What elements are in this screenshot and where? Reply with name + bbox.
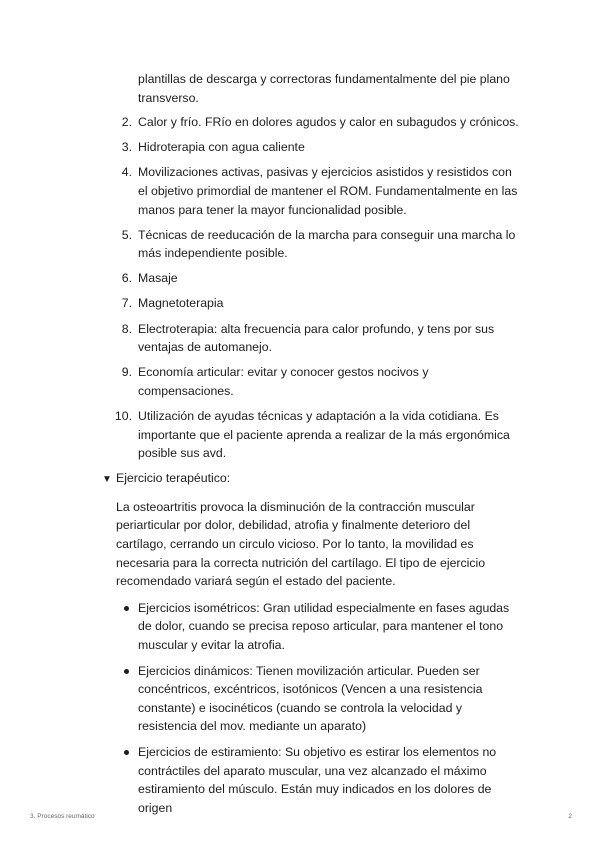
numbered-list-item <box>121 320 523 357</box>
list-item-text: plantillas de descarga y correctoras fundamentalmente del pie plano transverso. <box>138 72 510 105</box>
bullet-icon <box>124 606 129 611</box>
list-item-number: 9. <box>121 365 132 380</box>
list-item-number: 7. <box>121 296 132 311</box>
footer-page-number: 2 <box>568 813 572 820</box>
bullet-list-item <box>138 743 523 817</box>
numbered-list-item <box>121 226 523 263</box>
list-item-text: Hidroterapia con agua caliente <box>138 140 305 155</box>
list-item-text: Magnetoterapia <box>138 296 224 311</box>
list-item-number: 6. <box>121 271 132 286</box>
numbered-list-item <box>121 269 523 288</box>
list-item-text: Ejercicios de estiramiento: Su objetivo es estirar los elementos no contráctiles del aparato muscular, una vez alcanzado el máximo estiramiento del músculo. Están muy indicados en los dolores de origen <box>138 744 497 815</box>
list-item-text: Ejercicios dinámicos: Tienen movilización articular. Pueden ser concéntricos, excéntricos, isotónicos (Vencen a una resistencia constante) e isocinéticos (cuando se controla la velocidad y resistencia del mov. mediante un aparato) <box>138 663 483 734</box>
list-item-number: 5. <box>121 227 132 242</box>
toggle-heading-text: Ejercicio terapéutico: <box>116 471 231 486</box>
list-item-text: Masaje <box>138 271 178 286</box>
numbered-list-item <box>121 163 523 219</box>
list-item-text: Electroterapia: alta frecuencia para calor profundo, y tens por sus ventajas de automanejo. <box>138 321 495 355</box>
numbered-list-item <box>121 294 523 313</box>
numbered-list-item <box>121 113 523 132</box>
list-item-text: Economía articular: evitar y conocer gestos nocivos y compensaciones. <box>138 365 429 398</box>
caret-down-icon[interactable]: ▼ <box>102 474 112 486</box>
list-item-number: 4. <box>121 165 132 180</box>
list-item-number: 8. <box>121 321 132 336</box>
list-item-text: Ejercicios isométricos: Gran utilidad especialmente en fases agudas de dolor, cuando se precisa reposo articular, para mantener el tono muscular y evitar la atrofia. <box>138 600 510 652</box>
body-paragraph: La osteoartritis provoca la disminución de la contracción muscular periarticular por dolor, debilidad, atrofia y finalmente deterioro del cartílago, cerrando un circulo vicioso. Por lo tanto, la movilidad es necesaria para la correcta nutrición del cartílago. El tipo de ejercicio recomendado variará según el estado del paciente. <box>116 499 486 589</box>
list-item-text: Calor y frío. FRío en dolores agudos y calor en subagudos y crónicos. <box>138 115 519 130</box>
list-item-number: 2. <box>121 115 132 130</box>
list-item-text: Utilización de ayudas técnicas y adaptación a la vida cotidiana. Es importante que el paciente aprenda a realizar de la más ergonómica posible sus avd. <box>138 408 510 461</box>
numbered-list-item <box>114 407 523 463</box>
bullet-icon <box>124 669 129 674</box>
list-item-number: 3. <box>121 140 132 155</box>
numbered-list-item <box>121 363 523 400</box>
bullet-list-item <box>138 662 523 736</box>
bullet-list-item <box>138 599 523 655</box>
bullet-icon <box>124 750 129 755</box>
numbered-list-item <box>121 138 523 157</box>
page-content <box>0 70 600 824</box>
list-item-text: Técnicas de reeducación de la marcha para conseguir una marcha lo más independiente posible. <box>138 227 516 261</box>
footer-section-title: 3. Procesos reumático <box>30 813 95 820</box>
list-item-continuation <box>138 70 523 113</box>
list-item-number: 10. <box>114 408 132 423</box>
list-item-text: Movilizaciones activas, pasivas y ejercicios asistidos y resistidos con el objetivo primordial de mantener el ROM. Fundamentalmente en las manos para tener la mayor funcionalidad posible. <box>138 165 518 217</box>
toggle-heading[interactable] <box>102 469 600 490</box>
